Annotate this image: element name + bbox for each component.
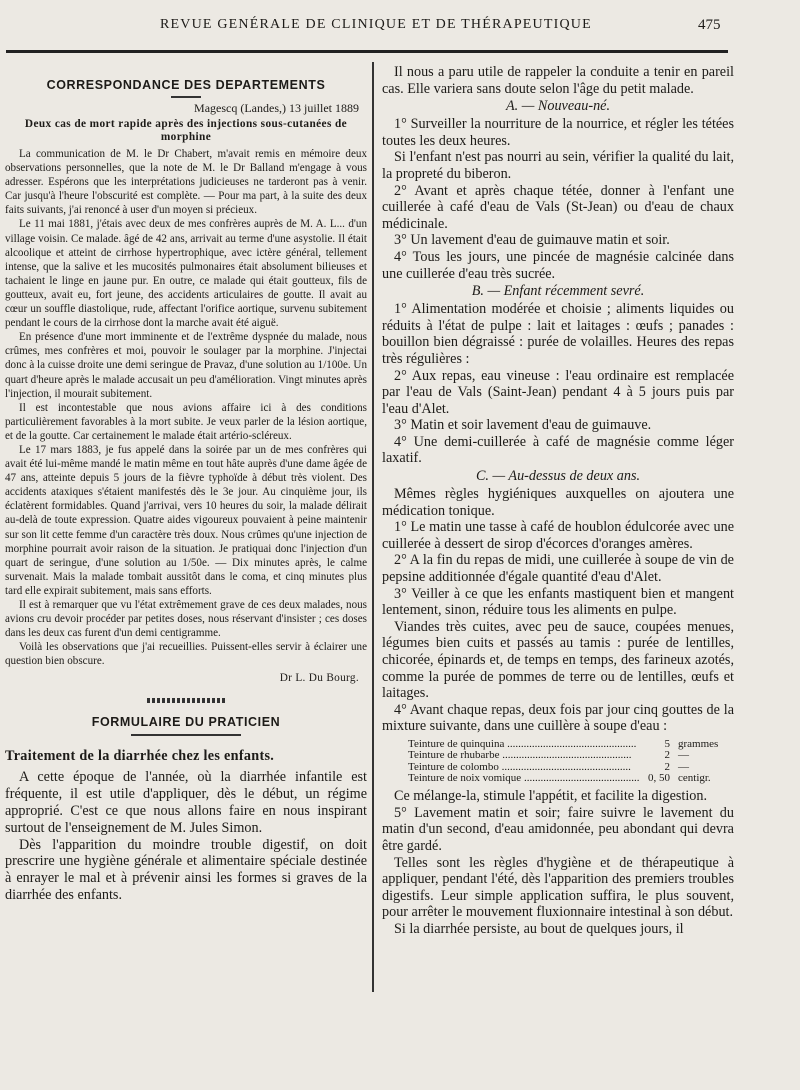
subheading-a: A. — Nouveau-né. [505, 98, 611, 115]
recipe-row [408, 750, 730, 761]
paragraph: Il est à remarquer que vu l'état extrêmement grave de ces deux malades, nous avions cru devoir procéder par petites doses, nous réservant d'insister ; ces doses dans les deux cas furent d'un demi centigramme. [5, 599, 367, 640]
ingredient-qty: 5 [664, 737, 670, 750]
subheading-b: B. — Enfant récemment sevré. [471, 283, 645, 300]
list-item: Si l'enfant n'est pas nourri au sein, vérifier la qualité du lait, la propreté du biberon. [382, 149, 734, 182]
list-item: 3° Un lavement d'eau de guimauve matin et soir. [394, 232, 670, 249]
list-item: 4° Avant chaque repas, deux fois par jour cinq gouttes de la mixture suivante, dans une cuillère à soupe d'eau : [382, 701, 734, 735]
ingredient-qty: 0, 50 [648, 771, 670, 784]
ingredient-name: Teinture de colombo ..... [408, 762, 640, 773]
section-title-formulaire: FORMULAIRE DU PRATICIEN [91, 715, 281, 730]
paragraph: Voilà les observations que j'ai recueillies. Puissent-elles servir à éclairer une question bien obscure. [5, 641, 367, 668]
column-divider [372, 62, 374, 992]
paragraph: Telles sont les règles d'hygiène et de thérapeutique à appliquer, pendant l'été, dès l'apparition des premiers troubles digestifs. Leur simple application suffira, le plus souvent, pour arrêter le mouvement fluxionnaire intestinal à son début. [382, 854, 734, 921]
header-rule [6, 50, 728, 53]
ingredient-name: Teinture de noix vomique ..... [408, 773, 640, 784]
running-header [0, 14, 800, 40]
paragraph: En présence d'une mort imminente et de l'extrême dyspnée du malade, nous crûmes, mes confrères et moi, pouvoir le soulager par la morphine. J'injectai donc à la cuisse droite une demi seringue de Pravaz, d'une solution au 1/100e. Un quart d'heure après le malade accusait un peu d'amélioration. Vingt minutes après l'injection, il mourait subitement. [5, 331, 367, 400]
paragraph: A cette époque de l'année, où la diarrhée infantile est fréquente, il est utile d'appliquer, dès le début, un régime approprié. C'est ce que nous allons faire en nous inspirant surtout de l'enseignement de M. Jules Simon. [5, 769, 367, 836]
list-item: 2° Aux repas, eau vineuse : l'eau ordinaire est remplacée par l'eau de Vals (Saint-Jean) pendant 4 à 5 jours puis par l'eau d'Alet. [382, 367, 734, 417]
title-rule [131, 734, 241, 736]
ingredient-qty: 2 [664, 749, 670, 762]
list-item: Ce mélange-la, stimule l'appétit, et facilite la digestion. [394, 788, 708, 805]
list-item: 2° A la fin du repas de midi, une cuillerée à soupe de vin de pepsine additionnée d'égale quantité d'eau d'Alet. [382, 552, 734, 586]
list-item: 1° Surveiller la nourriture de la nourrice, et régler les tétées toutes les deux heures. [382, 116, 734, 149]
list-item: 3° Matin et soir lavement d'eau de guimauve. [394, 417, 652, 434]
list-item: 3° Veiller à ce que les enfants mastiquent bien et mangent lentement, sinon, réduire tous les aliments en pulpe. [382, 585, 734, 619]
paragraph: Il est incontestable que nous avions affaire ici à des conditions particulièrement favorables à la mort subite. Je veux parler de la lésion aortique, et de la goutte. Car certainement le malade était artério-scléreux. [5, 401, 367, 442]
list-item: 1° Alimentation modérée et choisie ; aliments liquides ou réduits à l'état de pulpe : lait et laitages : œufs ; panades : bouillon bien dégraissé : purée de volailles. Heures des repas très régulières : [382, 301, 734, 367]
paragraph: Il nous a paru utile de rappeler la conduite a tenir en pareil cas. Elle variera sans doute selon l'âge du petit malade. [382, 64, 734, 97]
ingredient-unit: — [678, 749, 689, 762]
list-item: Viandes très cuites, avec peu de sauce, coupées menues, légumes bien cuits et passés au tamis : purée de lentilles, chicorée, épinards et, de temps en temps, des farineux azotés, comme la purée de pommes de terre ou de lentilles, œufs et laitages. [382, 618, 734, 702]
ingredient-unit: — [678, 760, 689, 773]
paragraph: La communication de M. le Dr Chabert, m'avait remis en mémoire deux observations personnelles, que la note de M. le Dr Balland m'engage à vous adresser. Espérons que les interprétations judicieuses ne tarderont pas à venir. Car jusqu'à l'heure l'obscurité est complète. — Pour ma part, à la suite des deux faits suivants, j'ai renoncé à user d'un moyen si précieux. [5, 148, 367, 217]
paragraph: Le 17 mars 1883, je fus appelé dans la soirée par un de mes confrères qui avait été lui-même mandé le matin même en tout hâte auprès d'une dame âgée de 47 ans, atteinte depuis 5 jours de la fièvre typhoïde à début très violent. Des accidents ataxiques s'étaient manifestés dès le 3e jour. Au cinquième jour, ils éclatèrent formidables. Quand j'arrivai, vers 10 heures du soir, la malade délirait au-delà de toute expression. Quatre aides vigoureux pouvaient à peine maintenir sur son lit cette femme d'un caractère très doux. Nous crûmes qu'une injection de morphine pourrait avoir raison de la situation. Je pratiquai donc l'injection d'un quart de seringue, d'une solution au 1/50e. — Dix minutes après, le calme survenait. Mais la malade tombait aussitôt dans le coma, et cinq minutes plus tard elle expirait subitement, mais sans efforts. [5, 443, 367, 597]
recipe-row [408, 773, 730, 784]
ornamental-separator [147, 698, 225, 703]
paragraph: Le 11 mai 1881, j'étais avec deux de mes confrères auprès de M. A. L... d'un village voisin. Ce malade. âgé de 42 ans, arrivait au terme d'une asystolie. Il était alcoolique et atteint de cirrhose hypertrophique, avec ictère général, tellement intense, que la salive et les mucosités pulmonaires était absolument bilieuses et tachaient le linge en jaune pur. En outre, ce malade qui était goutteux, fils de goutteux, avait eu, fort jeune, des accidents articulaires de goutte. Il avait au cœur un souffle diastolique, rude, affectant l'orifice aortique, survenu subitement pendant le cours de la cirrhose dont la marche avait été aiguë. [5, 218, 367, 330]
list-item: Mêmes règles hygiéniques auxquelles on ajoutera une médication tonique. [382, 486, 734, 519]
list-item: 2° Avant et après chaque tétée, donner à l'enfant une cuillerée à café d'eau de Vals (St-Jean) ou d'eau de chaux médicinale. [382, 182, 734, 232]
paragraph: Si la diarrhée persiste, au bout de quelques jours, il [394, 920, 684, 937]
left-column [5, 64, 367, 1074]
ingredient-qty: 2 [664, 760, 670, 773]
list-item: 5° Lavement matin et soir; faire suivre le lavement du matin d'un second, d'eau amidonnée, peu abondant qui devra être gardé. [382, 804, 734, 854]
list-item: 4° Une demi-cuillerée à café de magnésie comme léger laxatif. [382, 433, 734, 467]
ingredient-unit: centigr. [678, 771, 711, 784]
subheading-c: C. — Au-dessus de deux ans. [475, 468, 641, 485]
ingredient-name: Teinture de rhubarbe ..... [408, 750, 640, 761]
right-column [382, 64, 734, 1024]
case-title: Deux cas de mort rapide après des injections sous-cutanées de morphine [24, 118, 348, 143]
running-title: REVUE GENÉRALE DE CLINIQUE ET DE THÉRAPEUTIQUE [160, 17, 592, 32]
recipe-table [408, 739, 730, 784]
list-item: 1° Le matin une tasse à café de houblon édulcorée avec une cuillerée à dessert de sirop d'écorces d'oranges amères. [382, 519, 734, 552]
signature: Dr L. Du Bourg. [279, 672, 359, 685]
ingredient-name: Teinture de quinquina ..... [408, 739, 640, 750]
title-rule [171, 96, 201, 98]
ingredient-unit: grammes [678, 737, 719, 750]
list-item: 4° Tous les jours, une pincée de magnésie calcinée dans une cuillerée d'eau très sucrée. [382, 248, 734, 282]
article-title: Traitement de la diarrhée chez les enfants. [5, 748, 275, 765]
page-number: 475 [698, 17, 721, 33]
paragraph: Dès l'apparition du moindre trouble digestif, on doit prescrire une hygiène générale et alimentaire spéciale destinée à enrayer le mal et à prévenir ainsi les formes si graves de la diarrhée des enfants. [5, 836, 367, 904]
dateline: Magescq (Landes,) 13 juillet 1889 [194, 101, 359, 115]
section-title-correspondance: CORRESPONDANCE DES DEPARTEMENTS [46, 78, 326, 92]
